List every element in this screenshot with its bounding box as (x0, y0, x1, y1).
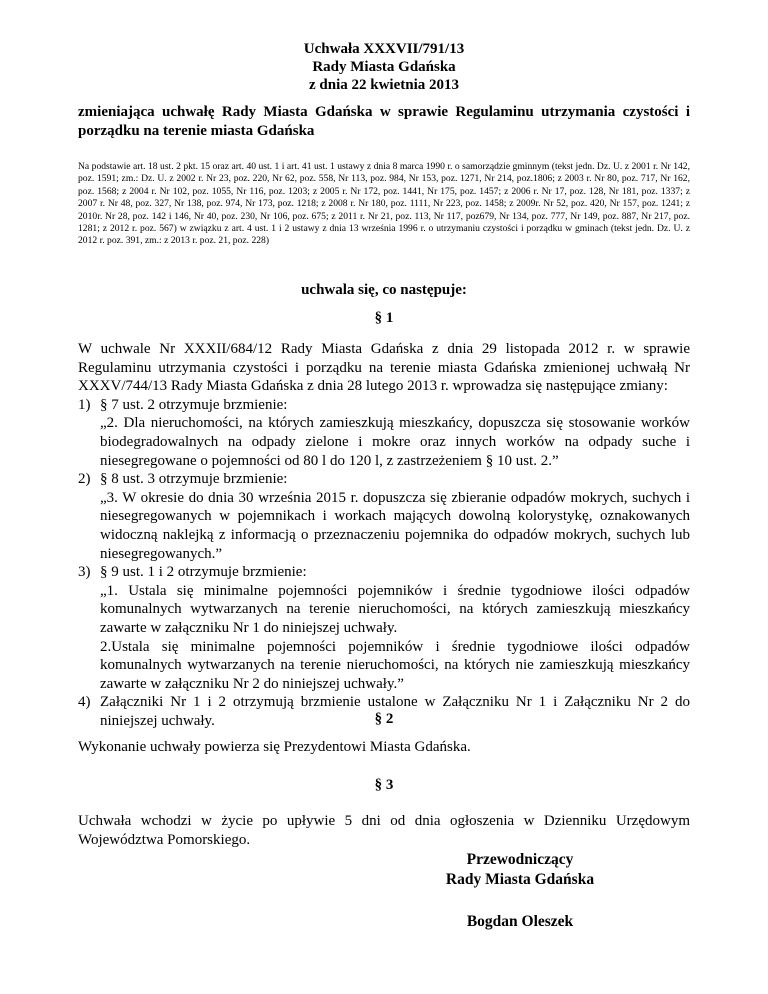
resolution-title (0, 40, 768, 94)
resolution-subject: zmieniająca uchwałę Rady Miasta Gdańska w sprawie Regulaminu utrzymania czystości i porządku na terenie miasta Gdańska (78, 104, 690, 139)
signature-block (410, 850, 630, 932)
item-number: 2) (78, 471, 91, 488)
section-3-text: Uchwała wchodzi w życie po upływie 5 dni od dnia ogłoszenia w Dzienniku Urzędowym Województwa Pomorskiego. (78, 813, 690, 848)
item-quote: „3. W okresie do dnia 30 września 2015 r. dopuszcza się zbieranie odpadów mokrych, suchych i niesegregowanych w pojemnikach i workach mających dowolną kolorystykę, oznakowanych widoczną naklejką z informacją o przeznaczeniu pojemnika do odpadów mokrych, suchych lub niesegregowanych.” (100, 489, 690, 562)
signatory-role: Przewodniczący (466, 851, 574, 868)
section-2-heading: § 2 (374, 711, 394, 727)
item-number: 4) (78, 694, 91, 711)
council-name: Rady Miasta Gdańska (312, 59, 456, 75)
item-text: Załączniki Nr 1 i 2 otrzymują brzmienie ustalone w Załączniku Nr 1 i Załączniku Nr 2 do niniejszej uchwały. (100, 694, 690, 729)
resolves-heading: uchwala się, co następuje: (301, 282, 467, 298)
signatory-name: Bogdan Oleszek (466, 913, 574, 930)
item-quote: „2. Dla nieruchomości, na których zamieszkują mieszkańcy, dopuszcza się stosowanie worków biodegradowalnych na odpady zielone i mokre oraz innych worków na odpady suche i niesegregowane o pojemności od 80 l do 120 l, z zastrzeżeniem § 10 ust. 2.” (100, 415, 690, 469)
item-quote-2: 2.Ustala się minimalne pojemności pojemników i średnie tygodniowe ilości odpadów komunalnych wytwarzanych na terenie nieruchomości, na których nie zamieszkują mieszkańcy zawarte w załączniku Nr 2 do niniejszej uchwały.” (100, 638, 690, 692)
item-text: § 7 ust. 2 otrzymuje brzmienie: (100, 396, 288, 413)
section-1-heading: § 1 (374, 310, 394, 326)
signatory-body: Rady Miasta Gdańska (445, 871, 595, 888)
amendment-item-3 (78, 563, 690, 693)
amendment-item-2 (78, 470, 690, 563)
item-number: 1) (78, 396, 91, 413)
amendment-item-1 (78, 396, 690, 470)
section-3-heading: § 3 (374, 777, 394, 793)
item-number: 3) (78, 564, 91, 581)
resolution-date: z dnia 22 kwietnia 2013 (308, 77, 459, 93)
resolution-number: Uchwała XXXVII/791/13 (303, 41, 465, 57)
legal-basis: Na podstawie art. 18 ust. 2 pkt. 15 oraz art. 40 ust. 1 i art. 41 ust. 1 ustawy z dnia 8 marca 1990 r. o samorządzie gminnym (tekst jedn. Dz. U. z 2001 r. Nr 142, poz. 1591; zm.: Dz. U. z 2002 r. Nr 23, poz. 220, Nr 62, poz. 558, Nr 113, poz. 984, Nr 153, poz. 1271, Nr 214, poz.1806; z 2003 r. Nr 80, poz. 717, Nr 162, poz. 1568; z 2004 r. Nr 102, poz. 1055, Nr 116, poz. 1203; z 2005 r. Nr 172, poz. 1441, Nr 175, poz. 1457; z 2006 r. Nr 17, poz. 128, Nr 181, poz. 1337; z 2007 r. Nr 48, poz. 327, Nr 138, poz. 974, Nr 173, poz. 1218; z 2008 r. Nr 180, poz. 1111, Nr 223, poz. 1458; z 2009r. Nr 52, poz. 420, Nr 157, poz. 1241; z 2010r. Nr 28, poz. 142 i 146, Nr 40, poz. 230, Nr 106, poz. 675; z 2011 r. Nr 21, poz. 113, Nr 117, poz679, Nr 134, poz. 777, Nr 149, poz. 887, Nr 217, poz. 1281; z 2012 r. poz. 567) w związku z art. 4 ust. 1 i 2 ustawy z dnia 13 września 1996 r. o utrzymaniu czystości i porządku w gminach (tekst jedn. Dz. U. z 2012 r. poz. 391, zm.: z 2013 r. poz. 21, poz. 228) (78, 161, 690, 247)
item-quote: „1. Ustala się minimalne pojemności pojemników i średnie tygodniowe ilości odpadów komunalnych wytwarzanych na terenie nieruchomości, na których zamieszkują mieszkańcy zawarte w załączniku Nr 1 do niniejszej uchwały. (100, 582, 690, 636)
section-1-body (78, 340, 690, 730)
section-2-text: Wykonanie uchwały powierza się Prezydentowi Miasta Gdańska. (78, 739, 471, 755)
section-1-intro: W uchwale Nr XXXII/684/12 Rady Miasta Gdańska z dnia 29 listopada 2012 r. w sprawie Regulaminu utrzymania czystości i porządku na terenie miasta Gdańska zmienionej uchwałą Nr XXXV/744/13 Rady Miasta Gdańska z dnia 28 lutego 2013 r. wprowadza się następujące zmiany: (78, 341, 690, 395)
item-text: § 9 ust. 1 i 2 otrzymuje brzmienie: (100, 564, 307, 581)
item-text: § 8 ust. 3 otrzymuje brzmienie: (100, 471, 288, 488)
